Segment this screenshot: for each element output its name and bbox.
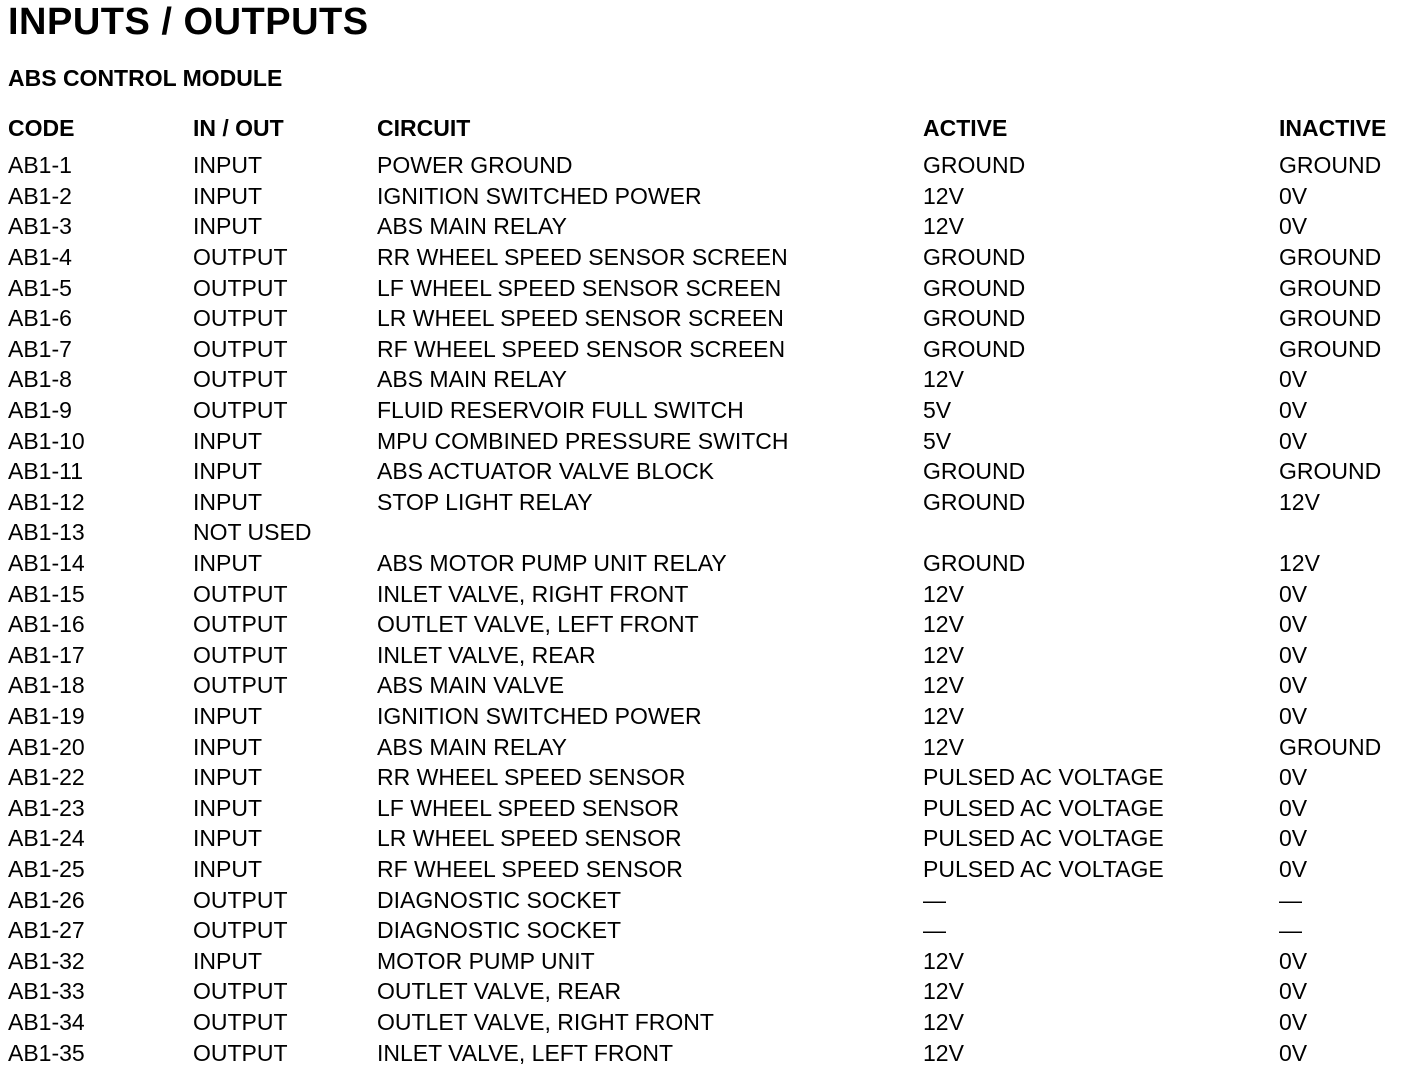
cell-code: AB1-10 bbox=[8, 427, 85, 454]
table-row bbox=[8, 945, 1408, 976]
cell-circuit: ABS MAIN RELAY bbox=[377, 733, 568, 760]
cell-circuit: RR WHEEL SPEED SENSOR bbox=[377, 764, 686, 791]
cell-code: AB1-17 bbox=[8, 641, 85, 668]
table-row bbox=[8, 670, 1408, 701]
cell-active: 12V bbox=[923, 978, 964, 1005]
cell-circuit: LR WHEEL SPEED SENSOR bbox=[377, 825, 682, 852]
header-in-out: IN / OUT bbox=[193, 114, 284, 141]
cell-inactive: 0V bbox=[1279, 764, 1308, 791]
cell-code: AB1-4 bbox=[8, 244, 72, 271]
cell-circuit: INLET VALVE, RIGHT FRONT bbox=[377, 580, 689, 607]
cell-active: 12V bbox=[923, 182, 964, 209]
cell-circuit: OUTLET VALVE, REAR bbox=[377, 978, 622, 1005]
cell-code: AB1-26 bbox=[8, 886, 85, 913]
cell-in-out: INPUT bbox=[193, 794, 262, 821]
cell-in-out: INPUT bbox=[193, 825, 262, 852]
cell-code: AB1-25 bbox=[8, 855, 85, 882]
cell-inactive: 0V bbox=[1279, 1039, 1308, 1066]
cell-inactive: GROUND bbox=[1279, 244, 1382, 271]
cell-in-out: INPUT bbox=[193, 152, 262, 179]
table-row bbox=[8, 150, 1408, 181]
table-row bbox=[8, 181, 1408, 212]
cell-active: — bbox=[923, 917, 946, 944]
cell-in-out: OUTPUT bbox=[193, 672, 288, 699]
cell-circuit: ABS MOTOR PUMP UNIT RELAY bbox=[377, 550, 727, 577]
cell-in-out: INPUT bbox=[193, 550, 262, 577]
cell-active: 12V bbox=[923, 641, 964, 668]
cell-circuit: LF WHEEL SPEED SENSOR bbox=[377, 794, 680, 821]
cell-in-out: OUTPUT bbox=[193, 305, 288, 332]
cell-active: GROUND bbox=[923, 335, 1026, 362]
cell-code: AB1-24 bbox=[8, 825, 85, 852]
cell-in-out: OUTPUT bbox=[193, 274, 288, 301]
cell-in-out: INPUT bbox=[193, 947, 262, 974]
cell-inactive: 0V bbox=[1279, 611, 1308, 638]
cell-in-out: OUTPUT bbox=[193, 366, 288, 393]
cell-circuit: ABS MAIN RELAY bbox=[377, 366, 568, 393]
table-row bbox=[8, 548, 1408, 579]
cell-active: 12V bbox=[923, 672, 964, 699]
cell-code: AB1-3 bbox=[8, 213, 72, 240]
table-row bbox=[8, 272, 1408, 303]
cell-inactive: 0V bbox=[1279, 978, 1308, 1005]
cell-inactive: 0V bbox=[1279, 213, 1308, 240]
cell-inactive: GROUND bbox=[1279, 335, 1382, 362]
cell-circuit: MPU COMBINED PRESSURE SWITCH bbox=[377, 427, 789, 454]
cell-code: AB1-15 bbox=[8, 580, 85, 607]
cell-inactive: — bbox=[1279, 886, 1302, 913]
cell-in-out: INPUT bbox=[193, 458, 262, 485]
cell-circuit: ABS ACTUATOR VALVE BLOCK bbox=[377, 458, 715, 485]
cell-active: — bbox=[923, 886, 946, 913]
cell-circuit: OUTLET VALVE, RIGHT FRONT bbox=[377, 1008, 714, 1035]
cell-circuit: INLET VALVE, LEFT FRONT bbox=[377, 1039, 674, 1066]
header-active: ACTIVE bbox=[923, 114, 1008, 141]
cell-code: AB1-12 bbox=[8, 488, 85, 515]
cell-active: PULSED AC VOLTAGE bbox=[923, 825, 1164, 852]
table-row bbox=[8, 731, 1408, 762]
cell-code: AB1-22 bbox=[8, 764, 85, 791]
cell-active: GROUND bbox=[923, 488, 1026, 515]
cell-active: GROUND bbox=[923, 458, 1026, 485]
cell-inactive: GROUND bbox=[1279, 733, 1382, 760]
cell-inactive: 0V bbox=[1279, 672, 1308, 699]
cell-active: PULSED AC VOLTAGE bbox=[923, 855, 1164, 882]
table-row bbox=[8, 976, 1408, 1007]
cell-active: 12V bbox=[923, 580, 964, 607]
cell-circuit: RF WHEEL SPEED SENSOR bbox=[377, 855, 683, 882]
cell-active: GROUND bbox=[923, 244, 1026, 271]
cell-in-out: INPUT bbox=[193, 702, 262, 729]
table-row bbox=[8, 609, 1408, 640]
cell-inactive: 12V bbox=[1279, 488, 1320, 515]
cell-circuit: DIAGNOSTIC SOCKET bbox=[377, 886, 622, 913]
cell-inactive: 12V bbox=[1279, 550, 1320, 577]
cell-circuit: ABS MAIN VALVE bbox=[377, 672, 565, 699]
cell-circuit: FLUID RESERVOIR FULL SWITCH bbox=[377, 397, 744, 424]
table-row bbox=[8, 915, 1408, 946]
cell-code: AB1-33 bbox=[8, 978, 85, 1005]
table-row bbox=[8, 395, 1408, 426]
table-row bbox=[8, 884, 1408, 915]
cell-inactive: 0V bbox=[1279, 702, 1308, 729]
cell-inactive bbox=[1279, 517, 1408, 548]
cell-code: AB1-16 bbox=[8, 611, 85, 638]
cell-circuit: IGNITION SWITCHED POWER bbox=[377, 182, 702, 209]
cell-in-out: OUTPUT bbox=[193, 641, 288, 668]
cell-active: 12V bbox=[923, 733, 964, 760]
cell-inactive: 0V bbox=[1279, 641, 1308, 668]
cell-in-out: INPUT bbox=[193, 213, 262, 240]
cell-circuit: MOTOR PUMP UNIT bbox=[377, 947, 595, 974]
cell-active bbox=[923, 517, 1279, 548]
cell-code: AB1-5 bbox=[8, 274, 72, 301]
cell-in-out: OUTPUT bbox=[193, 611, 288, 638]
cell-inactive: GROUND bbox=[1279, 305, 1382, 332]
table-row bbox=[8, 762, 1408, 793]
cell-in-out: NOT USED bbox=[193, 519, 312, 546]
cell-active: 12V bbox=[923, 213, 964, 240]
cell-code: AB1-19 bbox=[8, 702, 85, 729]
cell-inactive: 0V bbox=[1279, 397, 1308, 424]
cell-code: AB1-11 bbox=[8, 458, 84, 485]
table-body bbox=[8, 150, 1408, 1068]
cell-active: PULSED AC VOLTAGE bbox=[923, 794, 1164, 821]
table-row bbox=[8, 854, 1408, 885]
table-row bbox=[8, 364, 1408, 395]
cell-code: AB1-7 bbox=[8, 335, 72, 362]
cell-circuit: POWER GROUND bbox=[377, 152, 573, 179]
cell-in-out: OUTPUT bbox=[193, 335, 288, 362]
cell-in-out: OUTPUT bbox=[193, 580, 288, 607]
cell-code: AB1-23 bbox=[8, 794, 85, 821]
cell-active: GROUND bbox=[923, 152, 1026, 179]
cell-in-out: OUTPUT bbox=[193, 1008, 288, 1035]
cell-in-out: INPUT bbox=[193, 855, 262, 882]
cell-inactive: 0V bbox=[1279, 825, 1308, 852]
cell-in-out: OUTPUT bbox=[193, 886, 288, 913]
cell-in-out: INPUT bbox=[193, 488, 262, 515]
cell-inactive: 0V bbox=[1279, 366, 1308, 393]
cell-code: AB1-35 bbox=[8, 1039, 85, 1066]
cell-in-out: INPUT bbox=[193, 182, 262, 209]
cell-active: GROUND bbox=[923, 550, 1026, 577]
cell-active: 12V bbox=[923, 947, 964, 974]
cell-circuit: STOP LIGHT RELAY bbox=[377, 488, 593, 515]
cell-in-out: OUTPUT bbox=[193, 1039, 288, 1066]
cell-inactive: 0V bbox=[1279, 947, 1308, 974]
cell-code: AB1-18 bbox=[8, 672, 85, 699]
header-code: CODE bbox=[8, 114, 75, 141]
cell-code: AB1-8 bbox=[8, 366, 72, 393]
cell-circuit: IGNITION SWITCHED POWER bbox=[377, 702, 702, 729]
io-table bbox=[8, 106, 1408, 1068]
cell-inactive: 0V bbox=[1279, 182, 1308, 209]
cell-active: 5V bbox=[923, 427, 952, 454]
table-header-row bbox=[8, 106, 1408, 150]
cell-inactive: 0V bbox=[1279, 427, 1308, 454]
cell-code: AB1-1 bbox=[8, 152, 72, 179]
cell-active: 12V bbox=[923, 366, 964, 393]
page-title: INPUTS / OUTPUTS bbox=[8, 1, 369, 43]
cell-code: AB1-27 bbox=[8, 917, 85, 944]
table-row bbox=[8, 517, 1408, 548]
cell-inactive: — bbox=[1279, 917, 1302, 944]
cell-circuit: OUTLET VALVE, LEFT FRONT bbox=[377, 611, 699, 638]
cell-circuit: LF WHEEL SPEED SENSOR SCREEN bbox=[377, 274, 782, 301]
cell-circuit: INLET VALVE, REAR bbox=[377, 641, 596, 668]
cell-active: 12V bbox=[923, 1008, 964, 1035]
cell-active: 12V bbox=[923, 611, 964, 638]
table-row bbox=[8, 242, 1408, 273]
cell-inactive: GROUND bbox=[1279, 152, 1382, 179]
table-row bbox=[8, 334, 1408, 365]
table-row bbox=[8, 792, 1408, 823]
table-row bbox=[8, 425, 1408, 456]
cell-inactive: 0V bbox=[1279, 1008, 1308, 1035]
table-row bbox=[8, 1037, 1408, 1068]
cell-code: AB1-20 bbox=[8, 733, 85, 760]
cell-code: AB1-34 bbox=[8, 1008, 85, 1035]
table-row bbox=[8, 456, 1408, 487]
cell-active: GROUND bbox=[923, 274, 1026, 301]
cell-active: 12V bbox=[923, 1039, 964, 1066]
cell-active: 12V bbox=[923, 702, 964, 729]
cell-circuit: RF WHEEL SPEED SENSOR SCREEN bbox=[377, 335, 786, 362]
table-row bbox=[8, 303, 1408, 334]
cell-in-out: INPUT bbox=[193, 427, 262, 454]
cell-inactive: GROUND bbox=[1279, 458, 1382, 485]
table-row bbox=[8, 640, 1408, 671]
cell-active: PULSED AC VOLTAGE bbox=[923, 764, 1164, 791]
table-row bbox=[8, 578, 1408, 609]
cell-inactive: 0V bbox=[1279, 855, 1308, 882]
cell-active: 5V bbox=[923, 397, 952, 424]
header-circuit: CIRCUIT bbox=[377, 114, 471, 141]
cell-inactive: 0V bbox=[1279, 794, 1308, 821]
cell-in-out: INPUT bbox=[193, 733, 262, 760]
cell-inactive: GROUND bbox=[1279, 274, 1382, 301]
cell-code: AB1-2 bbox=[8, 182, 72, 209]
cell-inactive: 0V bbox=[1279, 580, 1308, 607]
cell-code: AB1-6 bbox=[8, 305, 72, 332]
cell-circuit: RR WHEEL SPEED SENSOR SCREEN bbox=[377, 244, 788, 271]
table-row bbox=[8, 487, 1408, 518]
cell-code: AB1-9 bbox=[8, 397, 72, 424]
cell-in-out: OUTPUT bbox=[193, 397, 288, 424]
table-row bbox=[8, 823, 1408, 854]
cell-in-out: OUTPUT bbox=[193, 978, 288, 1005]
table-row bbox=[8, 1007, 1408, 1038]
table-row bbox=[8, 211, 1408, 242]
cell-code: AB1-32 bbox=[8, 947, 85, 974]
cell-in-out: OUTPUT bbox=[193, 917, 288, 944]
cell-in-out: OUTPUT bbox=[193, 244, 288, 271]
cell-code: AB1-13 bbox=[8, 519, 85, 546]
section-title: ABS CONTROL MODULE bbox=[8, 65, 283, 91]
cell-active: GROUND bbox=[923, 305, 1026, 332]
cell-circuit bbox=[377, 517, 923, 548]
cell-circuit: DIAGNOSTIC SOCKET bbox=[377, 917, 622, 944]
cell-in-out: INPUT bbox=[193, 764, 262, 791]
table-row bbox=[8, 701, 1408, 732]
cell-circuit: LR WHEEL SPEED SENSOR SCREEN bbox=[377, 305, 784, 332]
cell-circuit: ABS MAIN RELAY bbox=[377, 213, 568, 240]
header-inactive: INACTIVE bbox=[1279, 114, 1387, 141]
cell-code: AB1-14 bbox=[8, 550, 85, 577]
